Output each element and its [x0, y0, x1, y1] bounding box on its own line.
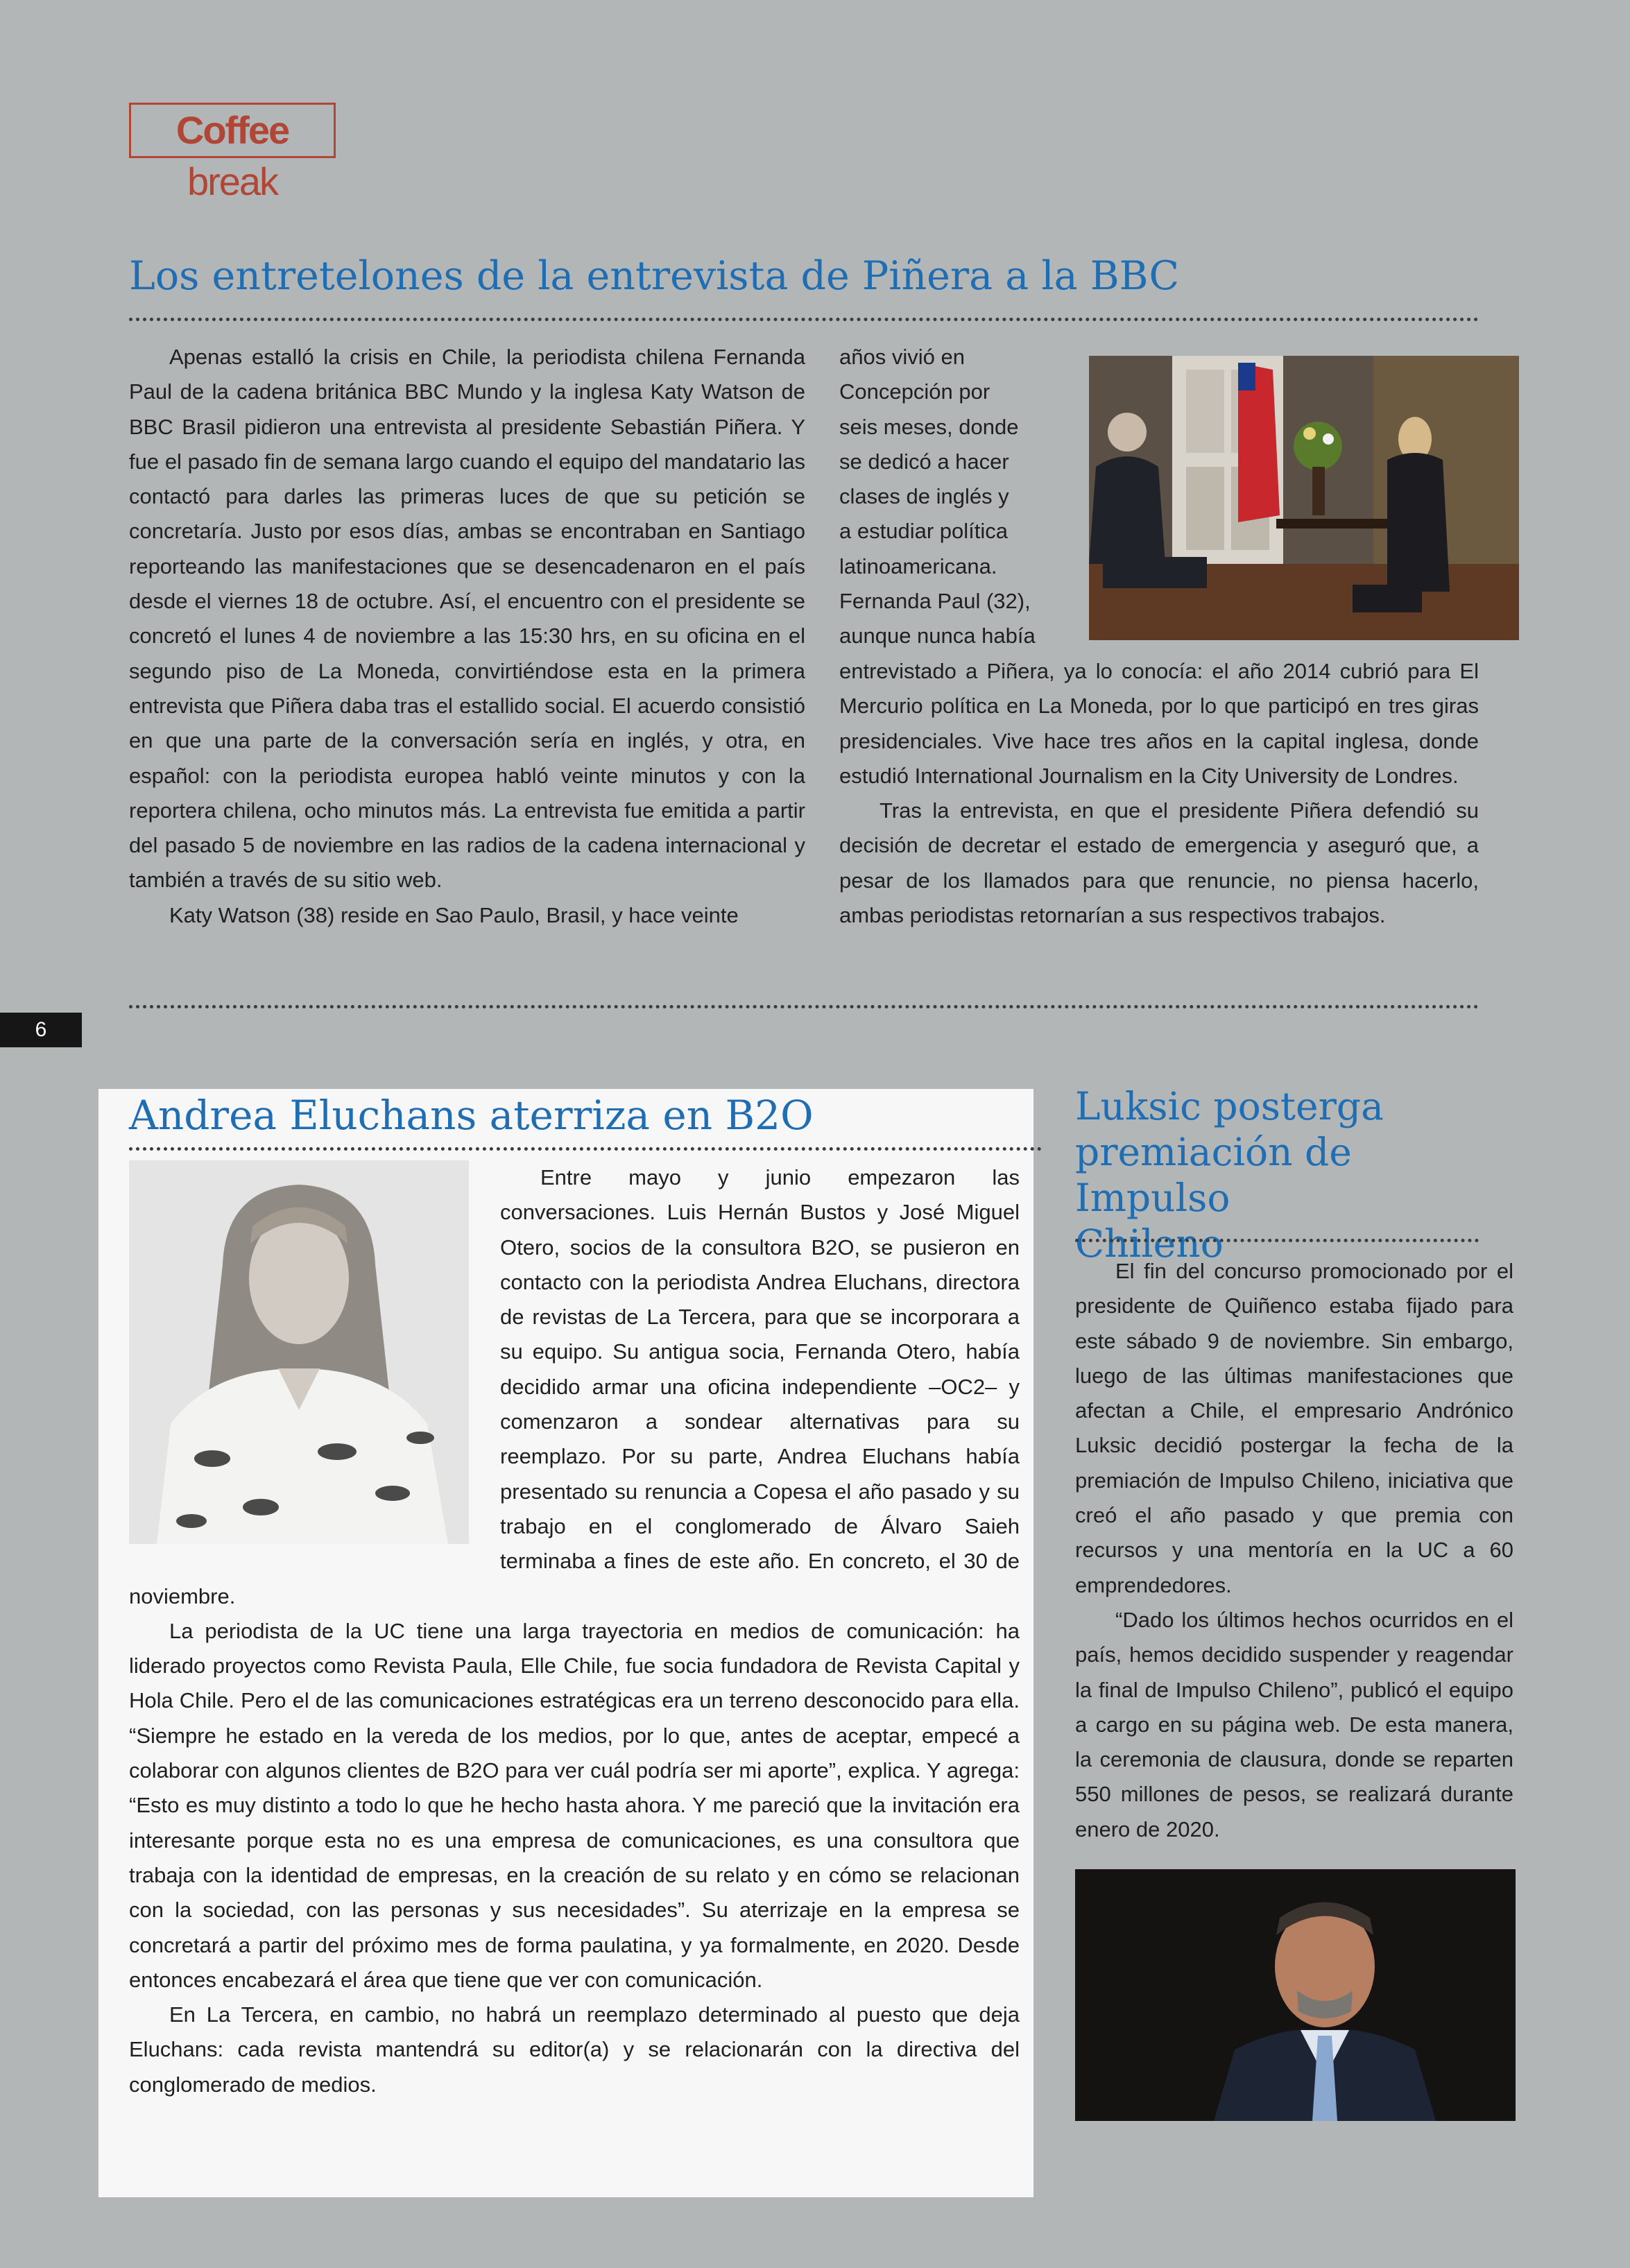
article2-paragraph-1: Entre mayo y junio empezaron las conversaciones. Luis Hernán Bustos y José Miguel Otero, socios de la consultora B2O, se pusieron en contacto con la periodista Andrea Eluchans, directora de revistas de La Tercera, para que se incorporara a su equipo. Su antigua socia, Fernanda Otero, había decidido armar una oficina independiente –OC2– y comenzaron a sondear alternativas para su reemplazo. Por su parte, Andrea Eluchans había presentado su renuncia a Copesa el año pasado y su trabajo en el conglomerado de Álvaro Saieh terminaba a fines de este año. En concreto, el 30 de noviembre. [129, 1165, 1020, 1608]
article1-column-2-wide [839, 654, 1479, 933]
article2-body [129, 1160, 1020, 2102]
article1-column-2-narrow [839, 340, 1096, 654]
article3-title-line: Luksic posterga [1075, 1084, 1384, 1128]
article1-col2-line: se dedicó a hacer [839, 449, 1009, 474]
article1-col1-paragraph-1: Apenas estalló la crisis en Chile, la periodista chilena Fernanda Paul de la cadena británica BBC Mundo y la inglesa Katy Watson de BBC Brasil pidieron una entrevista al presidente Sebastián Piñera. Y fue el pasado fin de semana largo cuando el equipo del mandatario las contactó para darles las primeras luces de que su petición se concretaría. Justo por esos días, ambas se encontraban en Santiago reporteando las manifestaciones que se desencadenaron en el país desde el viernes 18 de octubre. Así, el encuentro con el presidente se concretó el lunes 4 de noviembre a las 15:30 hrs, en su oficina en el segundo piso de La Moneda, convirtiéndose esta en la primera entrevista que Piñera daba tras el estallido social. El acuerdo consistió en que una parte de la conversación sería en inglés, y otra, en español: con la periodista europea habló veinte minutos y con la reportera chilena, ocho minutos más. La entrevista fue emitida a partir del pasado 5 de noviembre en las radios de la cadena internacional y también a través de su sitio web. [129, 345, 805, 893]
interview-photo [1089, 356, 1519, 640]
article2-paragraph-2: La periodista de la UC tiene una larga trayectoria en medios de comunicación: ha liderado proyectos como Revista Paula, Elle Chile, fue socia fundadora de Revista Capital y Hola Chile. Pero el de las comunicaciones estratégicas era un terreno desconocido para ella. “Siempre he estado en la vereda de los medios, por lo que, antes de aceptar, empecé a colaborar con algunos clientes de B2O para ver cuál podría ser mi aporte”, explica. Y agrega: “Esto es muy distinto a todo lo que he hecho hasta ahora. Y me pareció que la invitación era interesante porque esta no es una empresa de comunicaciones, es una consultora que trabaja con la identidad de empresas, en la creación de su relato y en cómo se relacionan con la sociedad, con las personas y sus necesidades”. Su aterrizaje en la empresa se concretará a partir del próximo mes de forma paulatina, y ya formalmente, en 2020. Desde entonces encabezará el área que tiene que ver con comunicación. [129, 1618, 1020, 1992]
article1-col2-line: seis meses, donde [839, 414, 1019, 439]
article2-title: Andrea Eluchans aterriza en B2O [129, 1092, 814, 1139]
andrea-eluchans-photo [129, 1160, 469, 1544]
article3-title-line: Chileno [1075, 1221, 1224, 1266]
article1-col1-paragraph-2: Katy Watson (38) reside en Sao Paulo, Brasil, y hace veinte [169, 902, 739, 927]
article1-column-1 [129, 340, 805, 933]
article1-col2-line: aunque nunca había [839, 624, 1036, 648]
section-divider [129, 1005, 1479, 1008]
luksic-photo [1075, 1869, 1516, 2121]
article1-col2-line: latinoamericana. [839, 553, 997, 578]
article1-col2-line: años vivió en [839, 345, 965, 369]
article3-title-line: premiación de Impulso [1075, 1130, 1352, 1220]
section-badge [129, 103, 336, 203]
article1-col2-line: clases de inglés y [839, 484, 1009, 509]
article1-col2-line: a estudiar política [839, 519, 1008, 544]
article1-title: Los entretelones de la entrevista de Piñera a la BBC [129, 253, 1180, 299]
article1-divider [129, 318, 1479, 321]
article3-paragraph-2: “Dado los últimos hechos ocurridos en el país, hemos decidido suspender y reagendar la final de Impulso Chileno”, publicó el equipo a cargo en su página web. De esta manera, la ceremonia de clausura, donde se reparten 550 millones de pesos, se realizará durante enero de 2020. [1075, 1607, 1513, 1841]
article1-col2-paragraph-1: entrevistado a Piñera, ya lo conocía: el año 2014 cubrió para El Mercurio política en La Moneda, por lo que participó en tres giras presidenciales. Vive hace tres años en la capital inglesa, donde estudió International Journalism en la City University de Londres. [839, 659, 1479, 788]
article1-col2-paragraph-2: Tras la entrevista, en que el presidente Piñera defendió su decisión de decretar el estado de emergencia y aseguró que, a pesar de los llamados para que renuncie, no piensa hacerlo, ambas periodistas retornarían a sus respectivos trabajos. [839, 798, 1479, 928]
article3-body [1075, 1254, 1513, 1847]
page-number: 6 [0, 1013, 82, 1047]
section-badge-bold: Coffee [175, 108, 289, 152]
article1-col2-line: Concepción por [839, 379, 990, 404]
article1-col2-line: Fernanda Paul (32), [839, 589, 1031, 614]
section-badge-light: break [187, 160, 278, 203]
article2-paragraph-3: En La Tercera, en cambio, no habrá un reemplazo determinado al puesto que deja Eluchans: cada revista mantendrá su editor(a) y se relacionarán con la directiva del conglomerado de medios. [129, 2002, 1020, 2097]
article3-divider [1075, 1239, 1479, 1242]
article3-paragraph-1: El fin del concurso promocionado por el presidente de Quiñenco estaba fijado para este sábado 9 de noviembre. Sin embargo, luego de las últimas manifestaciones que afectan a Chile, el empresario Andrónico Luksic decidió postergar la fecha de la premiación de Impulso Chileno, iniciativa que creó el año pasado y que premia con recursos y una mentoría en la UC a 60 emprendedores. [1075, 1259, 1513, 1597]
article2-divider [129, 1147, 1042, 1151]
